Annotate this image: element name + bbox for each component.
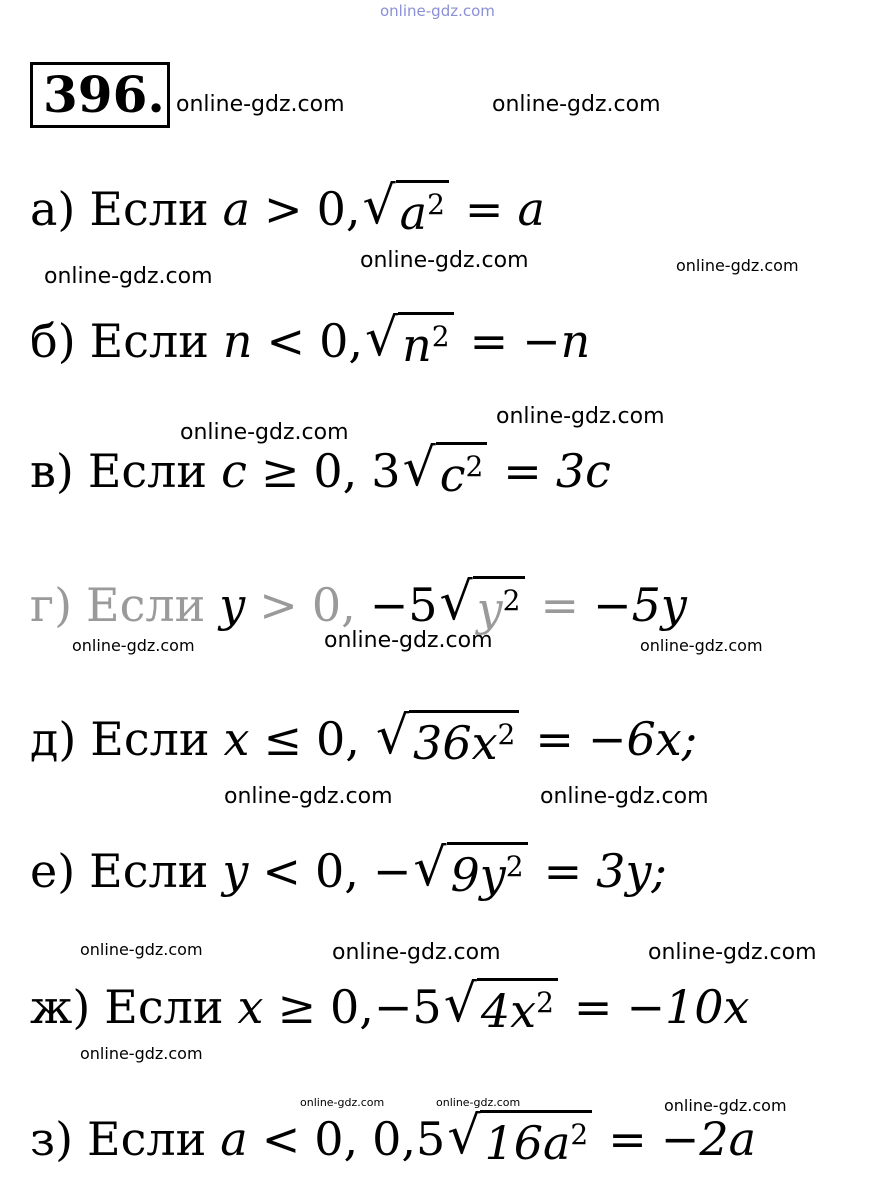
condition-operator: <	[262, 844, 301, 898]
condition-variable: a	[220, 1112, 248, 1166]
radicand: n	[402, 317, 432, 372]
exponent: 2	[505, 849, 524, 883]
radical	[403, 438, 488, 505]
watermark: online-gdz.com	[492, 92, 661, 117]
radicand: 36x	[413, 715, 498, 770]
item-label: ж)	[30, 980, 91, 1034]
radical-sign: √	[413, 837, 447, 898]
item-word: Если	[87, 444, 208, 498]
watermark: online-gdz.com	[496, 404, 665, 429]
condition-value: 0,	[316, 182, 361, 236]
condition-operator: ≥	[260, 444, 300, 498]
condition-variable: a	[222, 182, 251, 236]
item-label: з)	[30, 1112, 74, 1166]
result: −6x;	[587, 712, 698, 766]
equals-sign: =	[540, 578, 580, 632]
radical-sign: √	[447, 1105, 481, 1166]
condition-variable: n	[222, 314, 253, 368]
item-word: Если	[87, 1112, 207, 1166]
coefficient: 0,5	[372, 1112, 446, 1166]
condition-value: 0,	[311, 578, 356, 632]
item-word: Если	[90, 712, 210, 766]
equals-sign: =	[464, 182, 504, 236]
watermark: online-gdz.com	[540, 784, 709, 809]
watermark: online-gdz.com	[300, 1096, 385, 1109]
radical	[413, 838, 527, 905]
radical-sign: √	[375, 705, 410, 766]
radicand: c	[439, 447, 466, 502]
watermark: online-gdz.com	[224, 784, 393, 809]
coefficient: −	[372, 844, 412, 898]
exponent: 2	[570, 1117, 589, 1151]
radical	[376, 706, 519, 773]
exponent: 2	[502, 583, 521, 617]
condition-variable: x	[237, 980, 264, 1034]
watermark: online-gdz.com	[80, 1044, 203, 1063]
condition-operator: >	[259, 578, 298, 632]
watermark: online-gdz.com	[80, 940, 203, 959]
item-e	[30, 836, 667, 906]
exponent: 2	[465, 449, 484, 483]
watermark: online-gdz.com	[180, 420, 349, 445]
watermark: online-gdz.com	[676, 256, 799, 275]
item-g	[30, 570, 687, 640]
condition-variable: c	[221, 444, 247, 498]
equals-sign: =	[573, 980, 613, 1034]
condition-operator: <	[261, 1112, 301, 1166]
condition-value: 0,	[314, 844, 359, 898]
watermark: online-gdz.com	[324, 628, 493, 653]
item-v	[30, 436, 611, 506]
condition-value: 0,	[319, 314, 363, 368]
radical-sign: √	[402, 437, 436, 498]
exponent: 2	[497, 717, 516, 751]
radicand: 16a	[484, 1115, 571, 1170]
item-word: Если	[89, 182, 209, 236]
radical-sign: √	[364, 307, 399, 368]
item-label: е)	[30, 844, 76, 898]
item-label: а)	[30, 182, 76, 236]
radicand: y	[476, 581, 503, 636]
result: −10x	[626, 980, 750, 1034]
radical-sign: √	[362, 175, 396, 236]
condition-operator: <	[266, 314, 306, 368]
equals-sign: =	[469, 314, 509, 368]
item-zh	[30, 972, 749, 1042]
equals-sign: =	[543, 844, 583, 898]
problem-number: 396.	[30, 62, 170, 128]
radical	[447, 1106, 592, 1173]
exponent: 2	[536, 985, 554, 1019]
item-label: д)	[30, 712, 77, 766]
item-word: Если	[89, 314, 209, 368]
item-label: в)	[30, 444, 74, 498]
condition-variable: y	[219, 578, 246, 632]
radicand: 4x	[480, 983, 537, 1038]
radical-sign: √	[443, 973, 477, 1034]
condition-operator: >	[264, 182, 303, 236]
item-word: Если	[89, 844, 209, 898]
watermark-top: online-gdz.com	[380, 2, 495, 20]
result: −n	[522, 314, 591, 368]
equals-sign: =	[503, 444, 542, 498]
radical	[365, 308, 454, 375]
condition-value: 0,	[313, 444, 358, 498]
condition-value: 0,	[316, 712, 360, 766]
item-a	[30, 174, 545, 244]
result: a	[517, 182, 545, 236]
condition-value: 0,	[330, 980, 374, 1034]
item-d	[30, 704, 697, 774]
result: 3c	[555, 444, 611, 498]
radicand: 9y	[450, 847, 506, 902]
radical	[440, 572, 525, 639]
watermark: online-gdz.com	[72, 636, 195, 655]
watermark: online-gdz.com	[176, 92, 345, 117]
watermark: online-gdz.com	[360, 248, 529, 273]
condition-variable: x	[223, 712, 250, 766]
result: −2a	[660, 1112, 757, 1166]
condition-operator: ≥	[277, 980, 316, 1034]
watermark: online-gdz.com	[648, 940, 817, 965]
item-label: б)	[30, 314, 76, 368]
exponent: 2	[427, 187, 445, 221]
condition-operator: ≤	[263, 712, 303, 766]
watermark: online-gdz.com	[640, 636, 763, 655]
item-label: г)	[30, 578, 73, 632]
watermark: online-gdz.com	[436, 1096, 521, 1109]
exponent: 2	[431, 319, 450, 353]
watermark: online-gdz.com	[332, 940, 501, 965]
item-z	[30, 1104, 756, 1174]
equals-sign: =	[608, 1112, 647, 1166]
result: −5y	[593, 578, 687, 632]
equals-sign: =	[535, 712, 574, 766]
coefficient: −5	[369, 578, 438, 632]
item-word: Если	[86, 578, 206, 632]
condition-variable: y	[222, 844, 249, 898]
radical-sign: √	[439, 571, 473, 632]
item-b	[30, 306, 590, 376]
coefficient: 3	[371, 444, 401, 498]
condition-value: 0,	[314, 1112, 359, 1166]
watermark: online-gdz.com	[44, 264, 213, 289]
radicand: a	[399, 185, 428, 240]
watermark: online-gdz.com	[664, 1096, 787, 1115]
coefficient: −5	[373, 980, 442, 1034]
radical	[362, 176, 448, 243]
item-word: Если	[104, 980, 224, 1034]
result: 3y;	[596, 844, 667, 898]
radical	[444, 974, 558, 1041]
